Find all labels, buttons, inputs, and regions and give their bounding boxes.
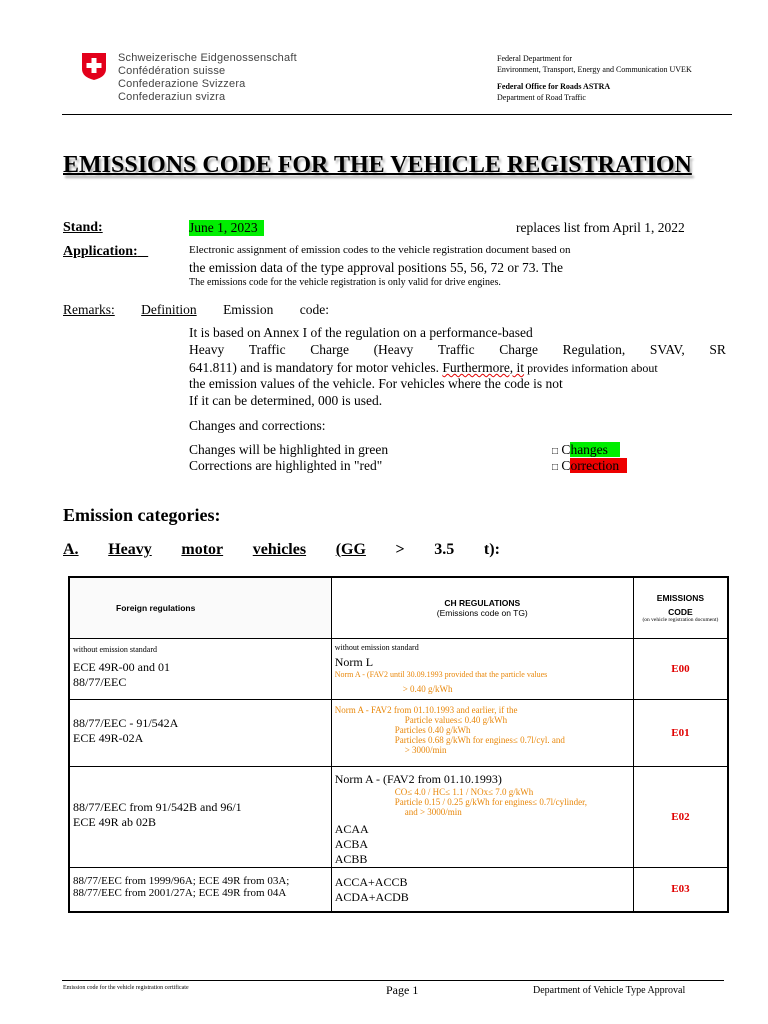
footer-left: Emission code for the vehicle registration certificate bbox=[63, 985, 189, 991]
remarks-line4: the emission values of the vehicle. For vehicles where the code is not bbox=[189, 376, 563, 391]
application-line3: The emissions code for the vehicle registration is only valid for drive engines. bbox=[189, 277, 501, 288]
footer-rule bbox=[62, 980, 724, 981]
dept-line1: Federal Department for bbox=[497, 54, 573, 63]
confederation-rm: Confederaziun svizra bbox=[118, 91, 226, 103]
footer-page: Page 1 bbox=[386, 983, 419, 997]
stand-date: June 1, 2023 bbox=[189, 220, 264, 236]
page-title: EMISSIONS CODE FOR THE VEHICLE REGISTRATION bbox=[63, 152, 692, 178]
remarks-label: Remarks: bbox=[63, 302, 115, 317]
changes-heading: Changes and corrections: bbox=[189, 418, 326, 433]
checkbox-icon: □ bbox=[552, 446, 559, 457]
remarks-heading bbox=[63, 302, 329, 318]
remarks-line5: If it can be determined, 000 is used. bbox=[189, 393, 383, 408]
correction-legend: □ Correction bbox=[552, 458, 627, 474]
footer-right: Department of Vehicle Type Approval bbox=[533, 985, 686, 996]
office-line1: Federal Office for Roads ASTRA bbox=[497, 82, 611, 91]
code-cell bbox=[633, 638, 728, 699]
changes-text: Changes will be highlighted in green bbox=[189, 442, 389, 457]
definition-word: Definition bbox=[141, 302, 197, 317]
application-label: Application: bbox=[63, 244, 138, 259]
department-block bbox=[497, 53, 692, 103]
furthermore-text: Furthermore, it bbox=[442, 360, 525, 375]
code-e01: E01 bbox=[671, 726, 690, 739]
swiss-flag-logo bbox=[80, 51, 108, 81]
code-cell bbox=[633, 699, 728, 766]
confederation-names bbox=[118, 52, 297, 104]
header-ch: CH REGULATIONS (Emissions code on TG) bbox=[331, 577, 633, 638]
checkbox-icon: □ bbox=[552, 462, 559, 473]
application-line1: Electronic assignment of emission codes to the vehicle registration document based on bbox=[189, 244, 571, 256]
remarks-line3: 641.811) and is mandatory for motor vehicles. Furthermore, it provides information about bbox=[189, 360, 658, 375]
code-e00: E00 bbox=[671, 662, 690, 675]
confederation-it: Confederazione Svizzera bbox=[118, 78, 246, 90]
correction-swatch: orrection bbox=[570, 458, 627, 473]
remarks-line2: Heavy Traffic Charge (Heavy Traffic Charge Regulation, SVAV, SR bbox=[189, 342, 726, 357]
categories-heading: Emission categories: bbox=[63, 505, 221, 525]
confederation-de: Schweizerische Eidgenossenschaft bbox=[118, 52, 297, 64]
changes-legend: □ Changes bbox=[552, 442, 620, 458]
application-line2: the emission data of the type approval positions 55, 56, 72 or 73. The bbox=[189, 260, 563, 275]
office-line2: Department of Road Traffic bbox=[497, 93, 586, 102]
dept-line2: Environment, Transport, Energy and Communication UVEK bbox=[497, 65, 692, 74]
remarks-line1: It is based on Annex I of the regulation on a performance-based bbox=[189, 325, 533, 340]
code-cell bbox=[633, 867, 728, 912]
changes-swatch: hanges bbox=[570, 442, 620, 457]
corrections-text: Corrections are highlighted in "red" bbox=[189, 458, 383, 473]
code-cell bbox=[633, 766, 728, 867]
stand-replaces: replaces list from April 1, 2022 bbox=[516, 220, 685, 235]
header-code: EMISSIONS CODE (on vehicle registration document) bbox=[633, 577, 728, 638]
emission-word: Emission bbox=[223, 302, 274, 317]
header-rule bbox=[62, 114, 732, 115]
code-word: code: bbox=[299, 302, 329, 317]
confederation-fr: Confédération suisse bbox=[118, 65, 226, 77]
code-e02: E02 bbox=[671, 810, 690, 823]
emissions-table bbox=[68, 576, 729, 913]
stand-label: Stand: bbox=[63, 220, 103, 235]
header-foreign: Foreign regulations bbox=[69, 577, 331, 638]
table-row: 88/77/EEC from 91/542B and 96/1 ECE 49R ab 02B Norm A - (FAV2 from 01.10.1993) CO≤ 4.0 / HC≤ 1.1 / NOx≤ 7.0 g/kWh Particle 0.15 / 0.25 g/kWh for engines≤ 0.7l/cylinder, and > 3000/min ACAA ACBA ACBB E02 bbox=[69, 766, 728, 867]
table-row: without emission standard ECE 49R-00 and 01 88/77/EEC without emission standard Norm L Norm A - (FAV2 until 30.09.1993 provided that the particle values > 0.40 g/kWh E00 bbox=[69, 638, 728, 699]
section-a-heading: A. Heavy motor vehicles (GG > 3.5 t): bbox=[63, 541, 500, 558]
table-row: 88/77/EEC from 1999/96A; ECE 49R from 03A; 88/77/EEC from 2001/27A; ECE 49R from 04A ACCA+ACCB ACDA+ACDB E03 bbox=[69, 867, 728, 912]
table-header-row bbox=[69, 577, 728, 638]
code-e03: E03 bbox=[671, 883, 690, 896]
table-row: 88/77/EEC - 91/542A ECE 49R-02A Norm A - FAV2 from 01.10.1993 and earlier, if the Particle values≤ 0.40 g/kWh Particles 0.40 g/kWh Particles 0.68 g/kWh for engines≤ 0.7l/cyl. and > 3000/min E01 bbox=[69, 699, 728, 766]
